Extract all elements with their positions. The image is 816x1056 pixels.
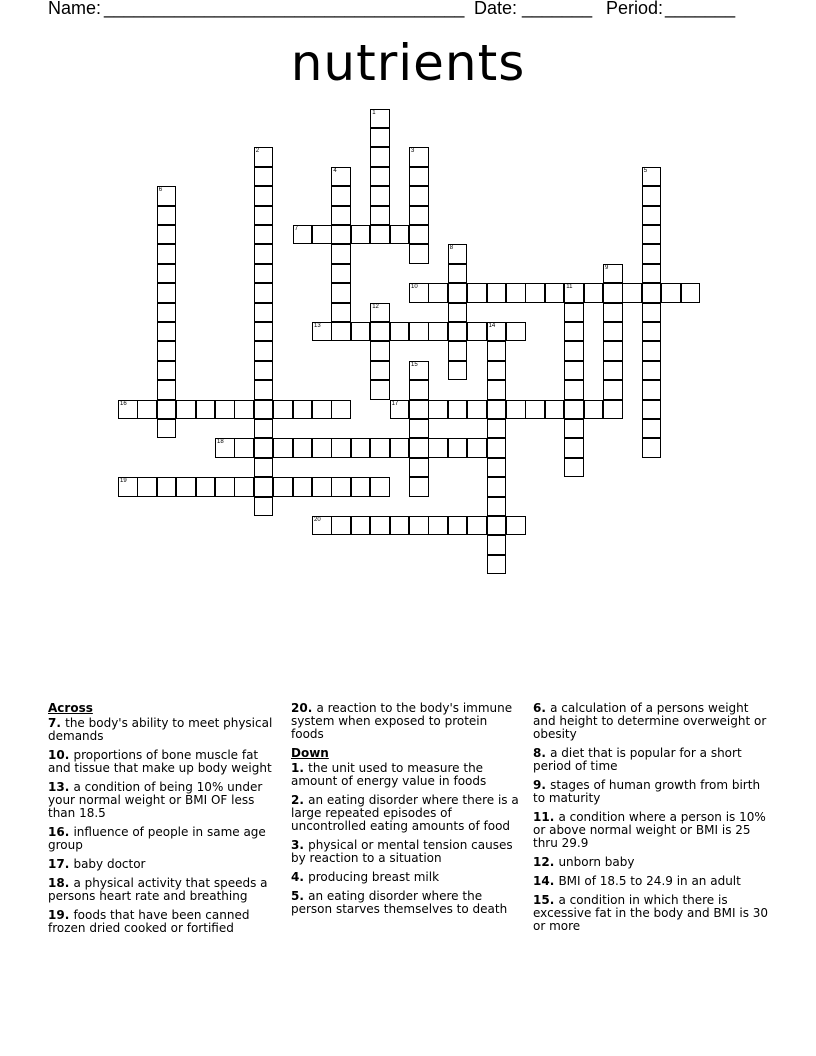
grid-cell[interactable]	[254, 206, 274, 226]
clue-number: 4	[291, 870, 300, 884]
grid-cell[interactable]	[564, 380, 584, 400]
grid-cell[interactable]	[215, 400, 235, 420]
clue-across-17: 17. baby doctor	[48, 857, 146, 871]
grid-cell[interactable]	[622, 283, 642, 303]
period-blank[interactable]: _______	[665, 0, 736, 18]
grid-cell[interactable]	[370, 516, 390, 536]
grid-cell[interactable]	[351, 225, 371, 245]
grid-cell[interactable]	[409, 283, 429, 303]
grid-cell[interactable]	[564, 458, 584, 478]
clue-down-14: 14. BMI of 18.5 to 24.9 in an adult	[533, 874, 741, 888]
clue-text: a condition of being 10% under your normal weight or BMI OF less than 18.5	[48, 780, 263, 820]
clue-text: a calculation of a persons weight and height to determine overweight or obesity	[533, 701, 767, 741]
grid-cell[interactable]	[409, 361, 429, 381]
grid-cell[interactable]	[157, 244, 177, 264]
grid-cell[interactable]	[157, 477, 177, 497]
grid-cell[interactable]	[254, 341, 274, 361]
grid-cell[interactable]	[487, 477, 507, 497]
grid-cell[interactable]	[506, 322, 526, 342]
clue-across-7: 7. the body's ability to meet physical demands	[48, 716, 273, 743]
clue-number: 2	[291, 793, 300, 807]
grid-cell[interactable]	[642, 167, 662, 187]
grid-cell[interactable]	[273, 438, 293, 458]
grid-cell[interactable]	[331, 186, 351, 206]
cell-number: 8	[449, 245, 454, 252]
clue-number: 13	[48, 780, 65, 794]
grid-cell[interactable]	[428, 283, 448, 303]
grid-cell[interactable]	[525, 400, 545, 420]
grid-cell[interactable]	[157, 225, 177, 245]
grid-cell[interactable]	[642, 400, 662, 420]
grid-cell[interactable]	[254, 147, 274, 167]
grid-cell[interactable]	[370, 361, 390, 381]
clue-text: a diet that is popular for a short period of time	[533, 746, 742, 773]
grid-cell[interactable]	[370, 147, 390, 167]
grid-cell[interactable]	[157, 322, 177, 342]
clue-number: 16	[48, 825, 65, 839]
grid-cell[interactable]	[234, 400, 254, 420]
grid-cell[interactable]	[487, 400, 507, 420]
clue-number: 3	[291, 838, 300, 852]
grid-cell[interactable]	[370, 438, 390, 458]
cell-number: 9	[605, 264, 609, 271]
grid-cell[interactable]	[506, 283, 526, 303]
clue-text: the body's ability to meet physical demands	[48, 716, 273, 743]
grid-cell[interactable]	[157, 186, 177, 206]
grid-cell[interactable]	[331, 283, 351, 303]
clue-down-5: 5. an eating disorder where the person starves themselves to death	[291, 889, 508, 916]
grid-cell[interactable]	[293, 438, 313, 458]
grid-cell[interactable]	[370, 341, 390, 361]
clue-down-2: 2. an eating disorder where there is a large repeated episodes of uncontrolled eating amounts of food	[291, 793, 519, 833]
clue-text: producing breast milk	[308, 870, 440, 884]
grid-cell[interactable]	[370, 225, 390, 245]
clue-text: an eating disorder where the person starves themselves to death	[291, 889, 508, 916]
grid-cell[interactable]	[681, 283, 701, 303]
grid-cell[interactable]	[157, 361, 177, 381]
grid-cell[interactable]	[467, 438, 487, 458]
grid-cell[interactable]	[176, 477, 196, 497]
grid-cell[interactable]	[642, 380, 662, 400]
grid-cell[interactable]	[564, 341, 584, 361]
grid-cell[interactable]	[312, 477, 332, 497]
grid-cell[interactable]	[157, 283, 177, 303]
grid-cell[interactable]	[390, 400, 410, 420]
grid-cell[interactable]	[448, 264, 468, 284]
grid-cell[interactable]	[467, 322, 487, 342]
grid-cell[interactable]	[642, 438, 662, 458]
grid-cell[interactable]	[390, 322, 410, 342]
grid-cell[interactable]	[584, 283, 604, 303]
clue-text: physical or mental tension causes by reaction to a situation	[291, 838, 513, 865]
grid-cell[interactable]	[584, 400, 604, 420]
grid-cell[interactable]	[448, 361, 468, 381]
grid-cell[interactable]	[137, 400, 157, 420]
clue-down-9: 9. stages of human growth from birth to maturity	[533, 778, 761, 805]
clue-text: influence of people in same age group	[48, 825, 266, 852]
clue-text: the unit used to measure the amount of energy value in foods	[291, 761, 487, 788]
clue-number: 15	[533, 893, 550, 907]
grid-cell[interactable]	[487, 535, 507, 555]
grid-cell[interactable]	[254, 303, 274, 323]
clue-number: 19	[48, 908, 65, 922]
clue-number: 10	[48, 748, 65, 762]
grid-cell[interactable]	[409, 400, 429, 420]
grid-cell[interactable]	[176, 400, 196, 420]
grid-cell[interactable]	[603, 283, 623, 303]
grid-cell[interactable]	[642, 361, 662, 381]
grid-cell[interactable]	[487, 419, 507, 439]
grid-cell[interactable]	[409, 419, 429, 439]
grid-cell[interactable]	[370, 206, 390, 226]
grid-cell[interactable]	[448, 438, 468, 458]
clue-number: 6	[533, 701, 542, 715]
clue-down-1: 1. the unit used to measure the amount of energy value in foods	[291, 761, 487, 788]
grid-cell[interactable]	[642, 341, 662, 361]
grid-cell[interactable]	[312, 225, 332, 245]
grid-cell[interactable]	[351, 477, 371, 497]
puzzle-title: nutrients	[290, 34, 526, 92]
grid-cell[interactable]	[351, 322, 371, 342]
clue-text: baby doctor	[73, 857, 146, 871]
grid-cell[interactable]	[467, 516, 487, 536]
cell-number: 3	[411, 148, 415, 155]
grid-cell[interactable]	[293, 225, 313, 245]
grid-cell[interactable]	[331, 225, 351, 245]
grid-cell[interactable]	[370, 128, 390, 148]
grid-cell[interactable]	[254, 322, 274, 342]
grid-cell[interactable]	[351, 516, 371, 536]
clues-column-1	[48, 702, 280, 941]
period-label: Period:	[606, 0, 664, 18]
grid-cell[interactable]	[331, 477, 351, 497]
cell-number: 7	[294, 225, 298, 232]
clue-across-19: 19. foods that have been canned frozen dried cooked or fortified	[48, 908, 250, 935]
grid-cell[interactable]	[506, 516, 526, 536]
grid-cell[interactable]	[312, 516, 332, 536]
clue-down-15: 15. a condition in which there is excessive fat in the body and BMI is 30 or more	[533, 893, 769, 933]
grid-cell[interactable]	[370, 477, 390, 497]
cell-number: 13	[314, 322, 321, 329]
grid-cell[interactable]	[564, 419, 584, 439]
clues-column-2	[291, 702, 523, 922]
grid-cell[interactable]	[409, 186, 429, 206]
name-blank[interactable]: ____________________________________	[104, 0, 465, 18]
clue-number: 8	[533, 746, 542, 760]
grid-cell[interactable]	[603, 303, 623, 323]
grid-cell[interactable]	[409, 438, 429, 458]
grid-cell[interactable]	[331, 516, 351, 536]
grid-cell[interactable]	[273, 400, 293, 420]
grid-cell[interactable]	[642, 303, 662, 323]
grid-cell[interactable]	[564, 438, 584, 458]
grid-cell[interactable]	[487, 380, 507, 400]
grid-cell[interactable]	[157, 264, 177, 284]
grid-cell[interactable]	[603, 361, 623, 381]
clue-across-13: 13. a condition of being 10% under your normal weight or BMI OF less than 18.5	[48, 780, 263, 820]
clue-text: a condition where a person is 10% or above normal weight or BMI is 25 thru 29.9	[533, 810, 766, 850]
grid-cell[interactable]	[254, 380, 274, 400]
date-blank[interactable]: _______	[522, 0, 593, 18]
down-heading: Down	[291, 746, 329, 760]
grid-cell[interactable]	[642, 206, 662, 226]
grid-cell[interactable]	[157, 303, 177, 323]
grid-cell[interactable]	[409, 458, 429, 478]
date-label: Date:	[474, 0, 518, 18]
grid-cell[interactable]	[312, 322, 332, 342]
grid-cell[interactable]	[428, 438, 448, 458]
grid-cell[interactable]	[545, 400, 565, 420]
clue-number: 20	[291, 701, 308, 715]
cell-number: 14	[488, 322, 496, 329]
grid-cell[interactable]	[254, 361, 274, 381]
grid-cell[interactable]	[603, 380, 623, 400]
cell-number: 5	[643, 167, 648, 174]
grid-cell[interactable]	[234, 438, 254, 458]
clue-number: 18	[48, 876, 65, 890]
grid-cell[interactable]	[642, 419, 662, 439]
grid-cell[interactable]	[254, 244, 274, 264]
grid-cell[interactable]	[448, 283, 468, 303]
grid-cell[interactable]	[487, 283, 507, 303]
grid-cell[interactable]	[564, 303, 584, 323]
clue-number: 9	[533, 778, 542, 792]
clue-text: BMI of 18.5 to 24.9 in an adult	[558, 874, 741, 888]
grid-cell[interactable]	[254, 400, 274, 420]
grid-cell[interactable]	[331, 206, 351, 226]
grid-cell[interactable]	[157, 400, 177, 420]
grid-cell[interactable]	[487, 497, 507, 517]
grid-cell[interactable]	[448, 400, 468, 420]
grid-cell[interactable]	[642, 283, 662, 303]
cell-number: 16	[120, 400, 127, 407]
cell-number: 6	[158, 187, 163, 194]
grid-cell[interactable]	[661, 283, 681, 303]
grid-cell[interactable]	[331, 400, 351, 420]
grid-cell[interactable]	[215, 477, 235, 497]
grid-cell[interactable]	[390, 516, 410, 536]
grid-cell[interactable]	[487, 555, 507, 575]
grid-cell[interactable]	[312, 438, 332, 458]
cell-number: 12	[372, 303, 379, 310]
grid-cell[interactable]	[331, 244, 351, 264]
grid-cell[interactable]	[157, 206, 177, 226]
grid-cell[interactable]	[331, 438, 351, 458]
grid-cell[interactable]	[273, 477, 293, 497]
grid-cell[interactable]	[312, 400, 332, 420]
grid-cell[interactable]	[331, 303, 351, 323]
clue-down-4: 4. producing breast milk	[291, 870, 440, 884]
clue-number: 5	[291, 889, 300, 903]
grid-cell[interactable]	[254, 419, 274, 439]
grid-cell[interactable]	[564, 283, 584, 303]
clue-number: 11	[533, 810, 550, 824]
cell-number: 15	[411, 361, 418, 368]
cell-number: 4	[333, 167, 337, 174]
grid-cell[interactable]	[642, 225, 662, 245]
grid-cell[interactable]	[370, 303, 390, 323]
grid-cell[interactable]	[331, 322, 351, 342]
grid-cell[interactable]	[254, 264, 274, 284]
grid-cell[interactable]	[409, 147, 429, 167]
grid-cell[interactable]	[196, 477, 216, 497]
grid-cell[interactable]	[254, 438, 274, 458]
grid-cell[interactable]	[487, 438, 507, 458]
grid-cell[interactable]	[370, 109, 390, 129]
grid-cell[interactable]	[603, 341, 623, 361]
grid-cell[interactable]	[254, 477, 274, 497]
clue-text: proportions of bone muscle fat and tissue that make up body weight	[48, 748, 272, 775]
grid-cell[interactable]	[448, 322, 468, 342]
clue-text: unborn baby	[558, 855, 635, 869]
grid-cell[interactable]	[428, 400, 448, 420]
grid-cell[interactable]	[409, 477, 429, 497]
clue-down-3: 3. physical or mental tension causes by reaction to a situation	[291, 838, 513, 865]
grid-cell[interactable]	[409, 206, 429, 226]
grid-cell[interactable]	[428, 322, 448, 342]
clue-across-16: 16. influence of people in same age group	[48, 825, 266, 852]
grid-cell[interactable]	[603, 400, 623, 420]
clue-text: a condition in which there is excessive fat in the body and BMI is 30 or more	[533, 893, 769, 933]
clue-down-11: 11. a condition where a person is 10% or above normal weight or BMI is 25 thru 29.9	[533, 810, 766, 850]
grid-cell[interactable]	[409, 167, 429, 187]
clue-text: an eating disorder where there is a large repeated episodes of uncontrolled eating amounts of food	[291, 793, 519, 833]
grid-cell[interactable]	[370, 167, 390, 187]
grid-cell[interactable]	[370, 380, 390, 400]
grid-cell[interactable]	[254, 167, 274, 187]
clue-down-6: 6. a calculation of a persons weight and height to determine overweight or obesity	[533, 701, 767, 741]
grid-cell[interactable]	[564, 400, 584, 420]
clue-number: 7	[48, 716, 57, 730]
grid-cell[interactable]	[642, 186, 662, 206]
grid-cell[interactable]	[448, 341, 468, 361]
clue-number: 17	[48, 857, 65, 871]
cell-number: 1	[372, 109, 376, 116]
grid-cell[interactable]	[157, 419, 177, 439]
grid-cell[interactable]	[467, 283, 487, 303]
grid-cell[interactable]	[487, 322, 507, 342]
cell-number: 18	[217, 439, 224, 446]
grid-cell[interactable]	[545, 283, 565, 303]
grid-cell[interactable]	[254, 186, 274, 206]
grid-cell[interactable]	[448, 516, 468, 536]
grid-cell[interactable]	[331, 264, 351, 284]
grid-cell[interactable]	[390, 438, 410, 458]
grid-cell[interactable]	[370, 322, 390, 342]
grid-cell[interactable]	[351, 438, 371, 458]
clues-column-3	[533, 702, 769, 939]
grid-cell[interactable]	[157, 341, 177, 361]
grid-cell[interactable]	[642, 322, 662, 342]
grid-cell[interactable]	[603, 264, 623, 284]
grid-cell[interactable]	[487, 516, 507, 536]
across-heading: Across	[48, 701, 93, 715]
clue-across-10: 10. proportions of bone muscle fat and tissue that make up body weight	[48, 748, 272, 775]
grid-cell[interactable]	[409, 322, 429, 342]
grid-cell[interactable]	[137, 477, 157, 497]
grid-cell[interactable]	[331, 167, 351, 187]
grid-cell[interactable]	[254, 283, 274, 303]
cell-number: 10	[411, 284, 418, 291]
clue-across-18: 18. a physical activity that speeds a persons heart rate and breathing	[48, 876, 268, 903]
grid-cell[interactable]	[254, 458, 274, 478]
name-label: Name:	[48, 0, 102, 18]
grid-cell[interactable]	[370, 186, 390, 206]
grid-cell[interactable]	[487, 341, 507, 361]
clue-text: a physical activity that speeds a persons heart rate and breathing	[48, 876, 268, 903]
clue-number: 1	[291, 761, 300, 775]
grid-cell[interactable]	[487, 361, 507, 381]
grid-cell[interactable]	[409, 380, 429, 400]
grid-cell[interactable]	[293, 400, 313, 420]
clue-number: 14	[533, 874, 550, 888]
grid-cell[interactable]	[642, 244, 662, 264]
clue-number: 12	[533, 855, 550, 869]
cell-number: 11	[566, 284, 573, 291]
grid-cell[interactable]	[564, 361, 584, 381]
grid-cell[interactable]	[118, 477, 138, 497]
grid-cell[interactable]	[506, 400, 526, 420]
grid-cell[interactable]	[448, 244, 468, 264]
grid-cell[interactable]	[525, 283, 545, 303]
grid-cell[interactable]	[157, 380, 177, 400]
cell-number: 2	[255, 148, 260, 155]
clue-down-12: 12. unborn baby	[533, 855, 635, 869]
clue-text: foods that have been canned frozen dried cooked or fortified	[48, 908, 250, 935]
grid-cell[interactable]	[254, 225, 274, 245]
grid-cell[interactable]	[564, 322, 584, 342]
cell-number: 19	[120, 478, 127, 485]
grid-cell[interactable]	[293, 477, 313, 497]
grid-cell[interactable]	[215, 438, 235, 458]
grid-cell[interactable]	[118, 400, 138, 420]
clue-down-8: 8. a diet that is popular for a short period of time	[533, 746, 742, 773]
cell-number: 20	[314, 516, 321, 523]
grid-cell[interactable]	[196, 400, 216, 420]
grid-cell[interactable]	[390, 225, 410, 245]
grid-cell[interactable]	[409, 225, 429, 245]
cell-number: 17	[391, 400, 399, 407]
grid-cell[interactable]	[254, 497, 274, 517]
clue-text: a reaction to the body's immune system when exposed to protein foods	[291, 701, 513, 741]
grid-cell[interactable]	[642, 264, 662, 284]
clue-across-20: 20. a reaction to the body's immune system when exposed to protein foods	[291, 701, 513, 741]
clue-text: stages of human growth from birth to maturity	[533, 778, 761, 805]
grid-cell[interactable]	[487, 458, 507, 478]
grid-cell[interactable]	[409, 244, 429, 264]
grid-cell[interactable]	[428, 516, 448, 536]
grid-cell[interactable]	[467, 400, 487, 420]
grid-cell[interactable]	[234, 477, 254, 497]
grid-cell[interactable]	[409, 516, 429, 536]
grid-cell[interactable]	[448, 303, 468, 323]
grid-cell[interactable]	[603, 322, 623, 342]
